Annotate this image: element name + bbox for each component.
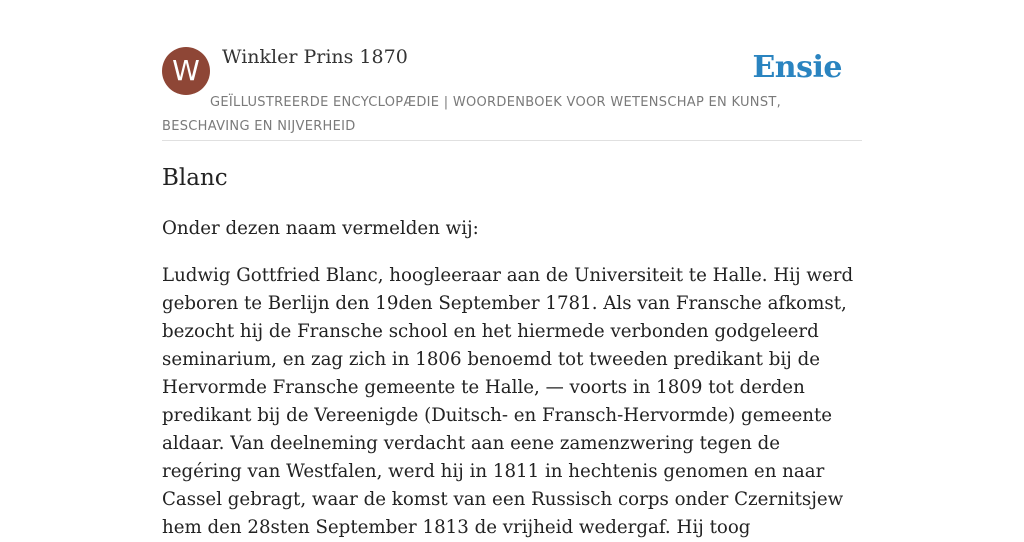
article-title: Blanc — [162, 165, 228, 191]
source-avatar[interactable]: W — [162, 47, 210, 95]
article-intro: Onder dezen naam vermelden wij: — [162, 218, 479, 239]
ensie-logo[interactable]: Ensie — [752, 50, 842, 85]
source-header — [162, 46, 862, 141]
article-body: Ludwig Gottfried Blanc, hoogleeraar aan de Universiteit te Halle. Hij werd geboren te Berlijn den 19den September 1781. Als van Fransche afkomst, bezocht hij de Fransche school en het hiermede verbonden godgeleerd seminarium, en zag zich in 1806 benoemd tot tweeden predikant bij de Hervormde Fransche gemeente te Halle, — voorts in 1809 tot derden predikant bij de Vereenigde (Duitsch- en Fransch-Hervormde) gemeente aldaar. Van deelneming verdacht aan eene zamenzwering tegen de regéring van Westfalen, werd hij in 1811 in hechtenis genomen en naar Cassel gebragt, waar de komst van een Russisch corps onder Czernitsjew hem den 28sten September 1813 de vrijheid wedergaf. Hij toog — [162, 265, 854, 538]
source-title-link[interactable]: Winkler Prins 1870 — [222, 46, 408, 68]
source-subtitle: GEÏLLUSTREERDE ENCYCLOPÆDIE | WOORDENBOEK VOOR WETENSCHAP EN KUNST, BESCHAVING EN NIJVERHEID — [162, 95, 782, 134]
article — [162, 160, 862, 542]
